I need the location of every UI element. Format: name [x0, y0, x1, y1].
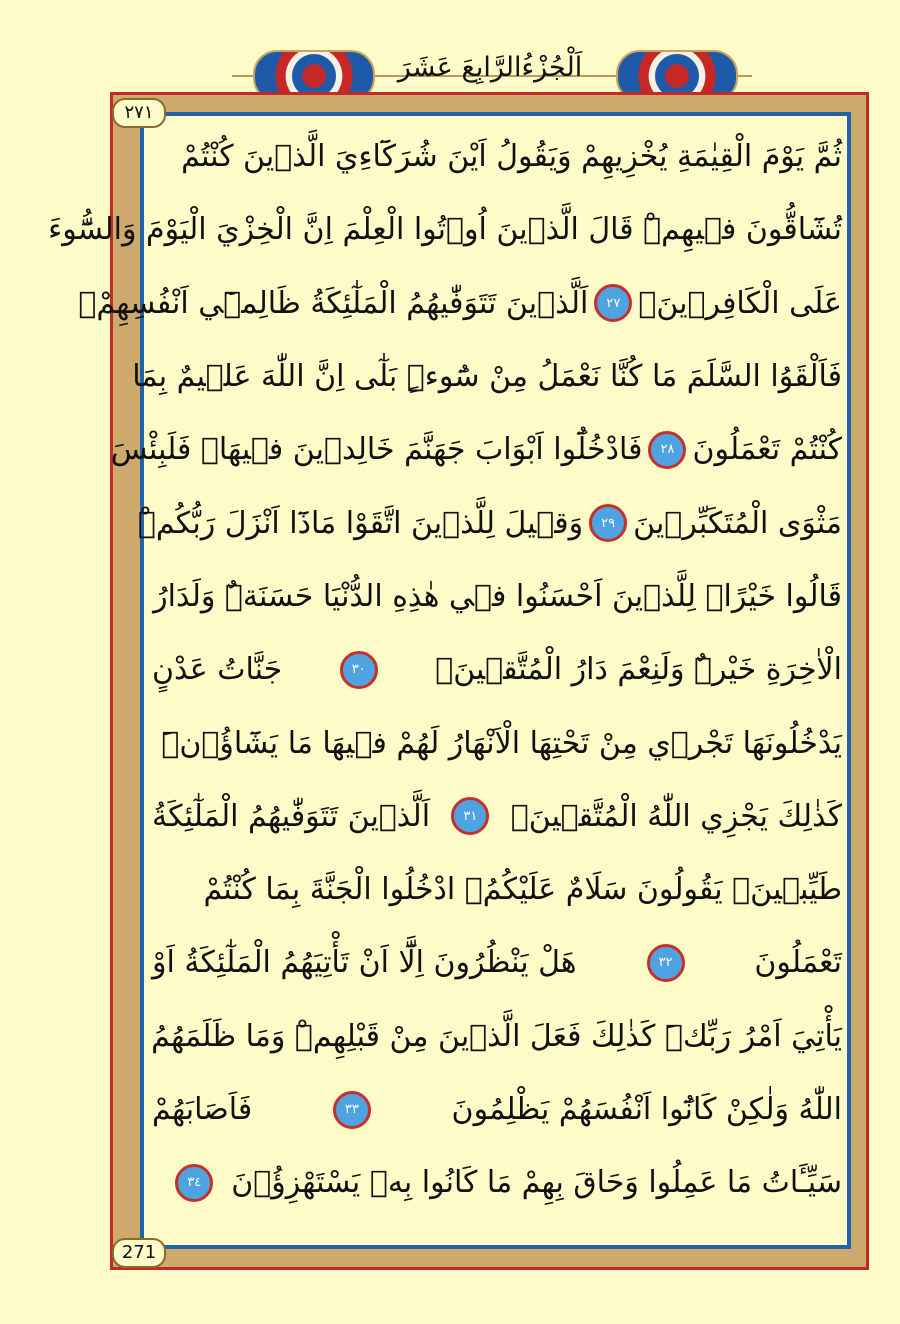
page-number-top: ٢٧١: [112, 98, 166, 128]
line-text: اللّٰهُ وَلٰكِنْ كَانُٓوا اَنْفُسَهُمْ يَظْلِمُونَ: [451, 1092, 842, 1127]
line-text: تُشَٓاقُّونَ فٖيهِمْۜ قَالَ الَّذٖينَ اُو۫تُوا الْعِلْمَ اِنَّ الْخِزْيَ الْيَوْمَ وَالسُّٓوءَ: [48, 212, 842, 248]
line-text: فَاَلْقَوُا السَّلَمَ مَا كُنَّا نَعْمَلُ مِنْ سُٓوءٍۜ بَلٰٓى اِنَّ اللّٰهَ عَلٖيمٌ بِمَا: [132, 359, 842, 395]
text-line: [152, 853, 842, 926]
text-line: [110, 413, 842, 486]
line-text: يَأْتِيَ اَمْرُ رَبِّكَۜ كَذٰلِكَ فَعَلَ الَّذٖينَ مِنْ قَبْلِهِمْۜ وَمَا ظَلَمَهُمُ: [151, 1018, 842, 1054]
line-text: كَذٰلِكَ يَجْزِي اللّٰهُ الْمُتَّقٖينَۙ: [510, 798, 842, 834]
text-line: [152, 633, 842, 706]
line-text: جَنَّاتُ عَدْنٍ: [152, 652, 283, 688]
text-line: [137, 486, 842, 559]
ayah-number-marker: ٢٩: [589, 504, 627, 542]
text-line: [78, 267, 842, 340]
line-text: فَاَصَابَهُمْ: [152, 1092, 253, 1127]
ayah-number-marker: ٣٠: [340, 651, 378, 689]
line-text: عَلَى الْكَافِرٖينَۙ: [638, 285, 842, 321]
line-text: سَيِّـَٔاتُ مَا عَمِلُوا وَحَاقَ بِهِمْ مَا كَانُوا بِهٖ يَسْتَهْزِؤُ۫نَ: [231, 1165, 842, 1201]
quran-text: [48, 120, 842, 1240]
line-text: ثُمَّ يَوْمَ الْقِيٰمَةِ يُخْزِيهِمْ وَيَقُولُ اَيْنَ شُرَكَٓاءِيَ الَّذٖينَ كُنْتُمْ: [181, 139, 842, 175]
text-line: [152, 706, 842, 779]
line-text: مَثْوَى الْمُتَكَبِّرٖينَ: [633, 505, 842, 541]
text-line: [152, 780, 842, 853]
text-line: [48, 193, 842, 266]
juz-title: اَلْجُزْءُالرَّابِعَ عَشَرَ: [397, 52, 583, 83]
text-line: [152, 1073, 842, 1146]
ayah-number-marker: ٢٨: [648, 431, 686, 469]
line-text: اَلَّذٖينَ تَتَوَفّٰيهُمُ الْمَلٰٓئِكَةُ: [152, 798, 431, 834]
line-text: كُنْتُمْ تَعْمَلُونَ: [692, 432, 842, 468]
line-text: هَلْ يَنْظُرُونَ اِلَّٓا اَنْ تَأْتِيَهُمُ الْمَلٰٓئِكَةُ اَوْ: [152, 945, 577, 981]
line-text: فَادْخُلُٓوا اَبْوَابَ جَهَنَّمَ خَالِدٖينَ فٖيهَاۜ فَلَبِئْسَ: [110, 432, 643, 468]
ayah-number-marker: ٣٤: [175, 1164, 213, 1202]
text-line: [152, 120, 842, 193]
ayah-number-marker: ٣١: [451, 797, 489, 835]
line-text: الْاٰخِرَةِ خَيْرٌۜ وَلَنِعْمَ دَارُ الْمُتَّقٖينَۙ: [435, 652, 842, 688]
ayah-number-marker: ٣٢: [647, 944, 685, 982]
line-text: اَلَّذٖينَ تَتَوَفّٰيهُمُ الْمَلٰٓئِكَةُ ظَالِمٖٓي اَنْفُسِهِمْۖ: [78, 285, 589, 321]
line-text: قَالُوا خَيْرًاۜ لِلَّذٖينَ اَحْسَنُوا فٖي هٰذِهِ الدُّنْيَا حَسَنَةٌۜ وَلَدَارُ: [153, 578, 842, 614]
line-text: يَدْخُلُونَهَا تَجْرٖي مِنْ تَحْتِهَا الْاَنْهَارُ لَهُمْ فٖيهَا مَا يَشَٓاؤُ۫نَۜ: [161, 725, 842, 761]
ayah-number-marker: ٣٣: [333, 1091, 371, 1129]
page-number-bottom: 271: [112, 1238, 166, 1268]
text-line: [152, 1146, 842, 1219]
text-line: [152, 560, 842, 633]
line-text: طَيِّبٖينَۙ يَقُولُونَ سَلَامٌ عَلَيْكُمُۙ ادْخُلُوا الْجَنَّةَ بِمَا كُنْتُمْ: [203, 872, 842, 908]
text-line: [132, 340, 842, 413]
line-text: وَقٖيلَ لِلَّذٖينَ اتَّقَوْا مَاذَٓا اَنْزَلَ رَبُّكُمْۜ: [137, 505, 584, 541]
line-text: تَعْمَلُونَ: [754, 945, 842, 981]
text-line: [152, 1000, 842, 1073]
text-line: [152, 926, 842, 999]
ayah-number-marker: ٢٧: [594, 284, 632, 322]
